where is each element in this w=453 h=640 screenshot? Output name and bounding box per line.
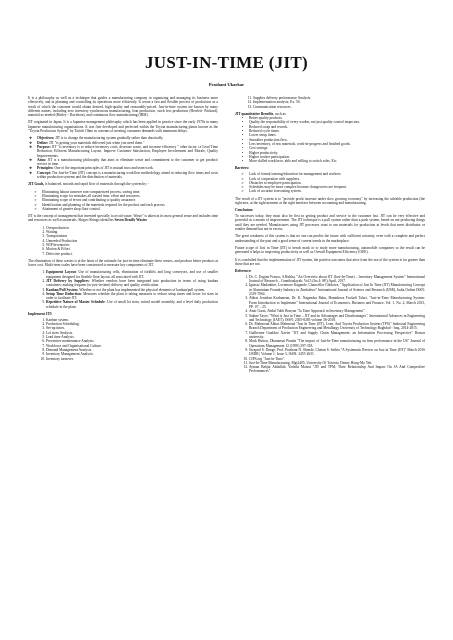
list-item: • Quality the responsibility of every worker, not just quality control inspectors.	[249, 120, 425, 124]
list-item: ➢ Eliminating labour turnover non-computerized process, saving time.	[42, 190, 218, 194]
components-list	[28, 270, 218, 309]
item-text: : Whether vendors have been integrated into production in terms of using kanban containers; making frequent (or just-in-time) delivery and quality certification.	[46, 278, 219, 288]
list-item: 1. Overproduction	[46, 226, 218, 230]
waste-paragraph	[28, 214, 218, 223]
item-text: : Use of small lot sizes, mixed model assembly, and a level daily production schedule in the plant.	[46, 300, 218, 309]
list-item: ➢ Lack of cooperation with suppliers.	[249, 177, 425, 181]
list-item: ➢ Identification and planning of the materials required for the product and each process.	[42, 203, 218, 207]
list-item: 7. Defective product.	[46, 252, 218, 256]
barriers-heading: Barriers:	[235, 166, 250, 171]
reference-item: 3. Abbas Jeraidan Kosbanean, Dr. K. Nagendra Babu, Hamidreza Fooladi Talari, "Just-in-Time Manufacturing System: From Introduction to Implement" International Journal of Economics, Business and Finance, Vol. 1, No. 2, March 2013, PP: 07 – 25.	[249, 296, 425, 309]
list-item: 11. Supplier delivery performance Analysis.	[253, 96, 425, 100]
reference-heading: Reference:	[235, 269, 252, 274]
list-item: • Higher worker participation.	[249, 155, 425, 159]
list-item: 12. Implementation analysis: Ex. 5S.	[253, 100, 425, 104]
item-text: JIT is to change the manufacturing system gradually rather than drastically.	[54, 136, 164, 141]
list-item: 8. Demand Management Analysis.	[46, 348, 218, 352]
implement-heading: Implement JIT:	[28, 312, 53, 317]
list-item: 9. Inventory Management Analysis.	[46, 352, 218, 356]
barriers-list	[235, 172, 425, 193]
reference-item: 8. Mark Hutton, Dhanansat Pianda "The impact of Just-In-Time manufacturing on firm performance in the US" Journal of Operations Management 12 (1995) 297-318.	[249, 339, 425, 348]
list-item: ➢ Schedules may be more complex because changeovers are frequent.	[249, 185, 425, 189]
item-key: Concept:	[37, 170, 51, 175]
definition-list	[28, 136, 218, 179]
list-item: • Smoother production flow.	[249, 138, 425, 142]
list-item: 7. Workforce and Organisational Culture.	[46, 344, 218, 348]
item-text: : Whether or not the plant has implemented the physical elements of kanban/pull system.	[77, 287, 206, 292]
implement-list	[28, 318, 218, 361]
list-item: 10. Inventory turnover.	[46, 357, 218, 361]
item-key: Principles:	[37, 166, 54, 171]
item-key: Objectives:	[37, 136, 55, 141]
list-item	[37, 171, 218, 180]
reference-item: 9. Swapnil S. Dange, Prof. Prashant N. Shende, Chetan S. Sethia "A Systematic Review on Just in Time (JIT)" March 2016 IJSDR | Volume 1, Issue 3, ISSN: 2455-2631.	[249, 348, 425, 357]
wastes-list	[28, 226, 218, 256]
item-key: Purpose:	[37, 144, 51, 149]
list-item: 5. Lead time Analysis.	[46, 335, 218, 339]
conclusion-paragraph: Future scope of Just in Time (JIT) to bench mark or to study more manufacturing, automobile companies so the result can be generated it helps to improving productivity as well as Overall Equipment Efficiency (OEE).	[235, 245, 425, 255]
reference-item: 2. Ignasio Madanhire, Lovemore Kagande, Chancellor Chidziva, "Application of Just In Time (JIT) Manufacturing Concept in Aluminium Foundry Industry in Zimbabwe" International Journal of Science and Research (IJSR), India Online ISSN: 2319-7064.	[249, 283, 425, 296]
list-item	[46, 300, 218, 309]
benefits-heading-suffix: , such as:	[273, 111, 287, 116]
origin-paragraph: JIT originated in Japan. It is a Japanese management philosophy which has been applied in practice since the early 1970s in many Japanese manufacturing organisations. It was first developed and perfected within the Toyota manufacturing plants known as the "Toyota Production System" by Taiichi Ohno as a means of meeting consumer demands with minimum delays.	[28, 120, 218, 134]
item-key: Equipment Layout	[46, 270, 76, 275]
list-item: ➢ Obstacles to employee participation.	[249, 181, 425, 185]
list-item: • Less inventory, of raw materials, work-in-progress and finished goods.	[249, 142, 425, 146]
reference-item: 12. Ayman Bahjat Abdallah, Yoshiki Matsui "JIT and TPM, Their Relationship And Impact On JA And Competitive Performances".	[249, 365, 425, 374]
item-text: JIT is a manufacturing philosophy that aims to eliminate waste and commitment to the customer to get product/ service in time.	[37, 157, 218, 167]
conclusion-paragraph: To successes today, they must also be first in getting product and service to the customer fast. JIT can be very effective and powerful as a means of improvement. The JIT technique is a pull system rather than a push system, based on not producing things until they are needed. Manufactures using JIT processes want to use materials for production at levels that meet distributor or retailer demand but not in excess.	[235, 214, 425, 232]
list-item: • Reduced cycle times.	[249, 129, 425, 133]
list-item: ➢ Lack of formal training/education for management and workers.	[249, 172, 425, 176]
implement-list-continued	[235, 96, 425, 109]
list-item: • More skilled workforce, able and willing to switch roles. Etc.	[249, 159, 425, 163]
list-item	[37, 158, 218, 167]
item-text: JIT "is getting your materials delivered just when you need them."	[48, 140, 145, 145]
item-key: JIT Delivery by Suppliers	[46, 278, 89, 283]
two-column-body	[28, 96, 425, 377]
list-item: ➢ Lack of accurate forecasting system.	[249, 189, 425, 193]
reference-item: 7. Guilherme Gualdao Xavier "JIT and Supply Chain Management: an Information Processing Perspective" Boston university.	[249, 331, 425, 340]
list-item: • Better quality products.	[249, 116, 425, 120]
list-item: 5. WIP Inventories	[46, 243, 218, 247]
item-key: Define:	[37, 140, 49, 145]
left-column	[28, 96, 218, 377]
list-item: 4. Unneeded Production	[46, 239, 218, 243]
goals-key: JIT Goals,	[28, 182, 45, 187]
list-item: 3. Set-up times.	[46, 326, 218, 330]
goals-list	[28, 190, 218, 211]
right-column	[235, 96, 425, 377]
list-item: 6. Preventive maintenance Analysis.	[46, 339, 218, 343]
list-item: 2. Waiting	[46, 230, 218, 234]
goals-paragraph	[28, 182, 218, 186]
conclusion-paragraph: It is concluded that the implementation of JIT system, the positive outcomes that arise from the use of the system is far greater than those that are not.	[235, 257, 425, 266]
page-title: JUST-IN-TIME (JIT)	[145, 53, 308, 72]
intro-paragraph: It is a philosophy as well as a technique that guides a manufacturing company in organizing and managing its business more effectively, and in planning and controlling its operations more efficiently. It create a fast and flexible process of production as a result of which the customer would obtain desired, high-quality and reasonably-priced. Just-in-time system are known by many different names, including zero inventory synchronous manufacturing, lean production, stock less production (Hewlett- Packard), material as needed (Harley - Davidson), and continuous flow manufacturing (IBM).	[28, 96, 218, 118]
item-text: : Measures whether the plant is taking measures to reduce setup times and lower lot sizes in order to facilitate JIT.	[46, 291, 218, 301]
list-item: 1. Kanban system.	[46, 318, 218, 322]
list-item: ➢ Eliminating scope of errors and contributing to quality assurance.	[42, 198, 218, 202]
waste-key: Seven Deadly Wastes	[114, 218, 147, 223]
reference-item: 11. Just-In-Time Manufacturing, Mgt2405, University Of Toronto, Denny Hong-Mo Yeh.	[249, 361, 425, 365]
benefits-list	[235, 116, 425, 163]
waste-text: JIT is the concept of management that invented specially to avoid waste. Waste" is taken in its most general sense and includes time and resources as well as materials. Shigeo Shingo identifies	[28, 214, 218, 223]
item-key: Kanban/Pull System	[46, 287, 78, 292]
reference-item: 5. Sakine Tayer, "What is Just in Time – JIT and its Advantages and Disadvantages", International Advances in Engineering and Technology (IAET), ISSN: 2305-8285 volume 36-2018.	[249, 314, 425, 323]
result-paragraph: The result of a JIT system is to "provide profit increase under slow growing economy" by increasing the saleable production (the right mix, at the right moment at the right interface between accounting and manufacturing.	[235, 196, 425, 206]
item-key: Setup Time Reduction	[46, 291, 81, 296]
list-item: 3. Transportation	[46, 234, 218, 238]
elimination-paragraph: The elimination of these wastes is at the heart of the rationale for just-in-time eliminate these wastes, and produce better products at lower cost. Multi-term scales have been constructed to measure key components of JIT.	[28, 258, 218, 268]
list-item: 2. Production Scheduling.	[46, 322, 218, 326]
item-key: Repetitive Nature of Master Schedule	[46, 300, 105, 305]
list-item: 13. Communication resources.	[253, 105, 425, 109]
reference-item: 4. Amir Garai, Abdul Talib Bonyan "Ja Time Approach in Inventory Management".	[249, 309, 425, 313]
list-item	[46, 279, 218, 288]
list-item	[46, 270, 218, 279]
list-item: 6. Motion & Effort	[46, 247, 218, 251]
list-item: ➢ Attainment of greater shop floor control.	[42, 207, 218, 211]
reference-list	[235, 275, 425, 374]
list-item: • Higher productivity.	[249, 151, 425, 155]
item-text: : Use of manufacturing cells, elimination of forklifts and long conveyors, and use of smaller equipment designed for flexible floor layout, all associated with JIT.	[46, 270, 218, 279]
item-text: The Just-In-Time (JIT) concept is a manufacturing workflow methodology aimed at reducing flow times and costs within production systems and the distribution of materials.	[37, 170, 218, 180]
list-item: • Lower setup times.	[249, 133, 425, 137]
list-item: • Reduced scrap and rework.	[249, 125, 425, 129]
benefits-heading: JIT quantitative Benefits	[235, 111, 274, 116]
conclusion-paragraph: The great weakness of this system is that no one can predict the future with sufficient certainty, even with a complete and perfect understanding of the past and a good sense of current trends in the marketplace.	[235, 234, 425, 243]
reference-item: 6. Dr. Mahmoud Abbas Mahmoud "Just In Time (JIT), Lean, And Toyota Production System (TPS)" Industrial Engineering Branch Department of Production Engineering and Metallurgy University of Technology Baghdad - Iraq, 2014-2015.	[249, 322, 425, 331]
item-text: One of the important principles of JIT is mutual trust and team work.	[53, 166, 154, 171]
list-item: ➢ Eliminating scope for mistakes all wasted time, effort and resources.	[42, 194, 218, 198]
item-text: JIT "is inventory is to reduce inventory costs, decrease waste, and increase efficiency " other factor i.e Lead Time Reduction, Efficient Manufacturing Layout, Improve Customer Satisfaction, Employee Involvement and Morale, Quality Improvements.	[37, 144, 218, 158]
list-item: • Cost savings.	[249, 146, 425, 150]
item-key: Aims:	[37, 157, 47, 162]
author-name: Prashant Ukarkar	[208, 82, 245, 87]
list-item: 4. Lot sizes Analysis.	[46, 331, 218, 335]
list-item	[46, 292, 218, 301]
list-item	[37, 145, 218, 158]
reference-item: 10. CIPS.org "Just-in-Time".	[249, 357, 425, 361]
conclusion-heading: Conclusion:	[235, 208, 254, 213]
reference-item: 1. Dr. C. Eugine Franco, S.Rubha, "An Overview about JIT (Just-In-Time) – Inventory Management System" International Journal of Research – Granthaalayah, Vol.5 (Iss.4: SE):April, 2017.	[249, 275, 425, 284]
goals-text: is balanced, smooth and rapid flow of materials through the system by: -	[44, 182, 150, 187]
